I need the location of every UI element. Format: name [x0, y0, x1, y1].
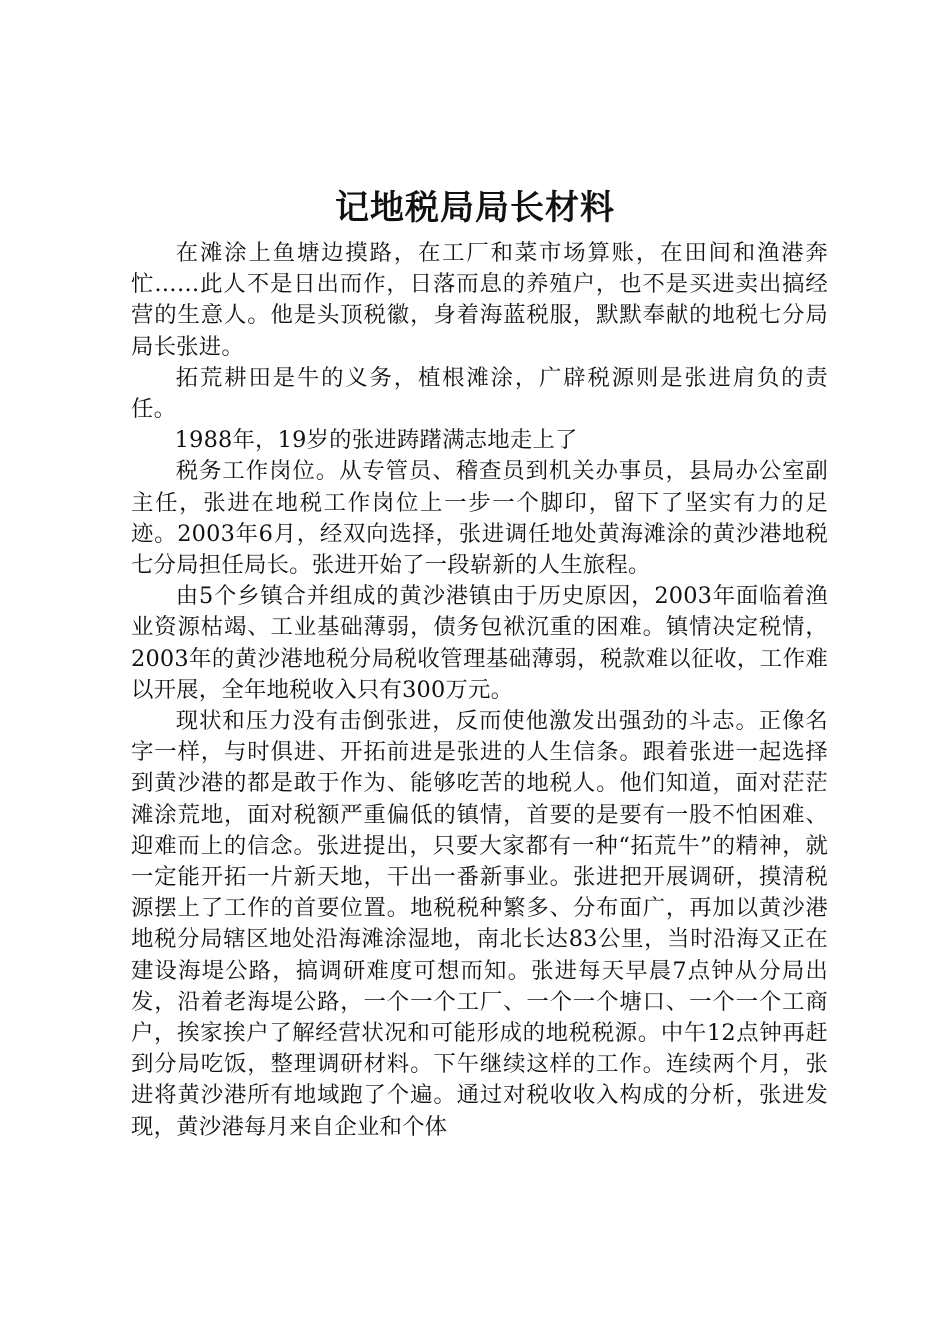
paragraph-4: 税务工作岗位。从专管员、稽查员到机关办事员，县局办公室副主任，张进在地税工作岗位上一步一个脚印，留下了坚实有力的足迹。2003年6月，经双向选择，张进调任地处黄海滩涂的黄沙港地税七分局担任局长。张进开始了一段崭新的人生旅程。 — [131, 458, 828, 579]
paragraph-6: 现状和压力没有击倒张进，反而使他激发出强劲的斗志。正像名字一样，与时俱进、开拓前进是张进的人生信条。跟着张进一起选择到黄沙港的都是敢于作为、能够吃苦的地税人。他们知道，面对茫茫滩涂荒地，面对税额严重偏低的镇情，首要的是要有一股不怕困难、迎难而上的信念。张进提出，只要大家都有一种“拓荒牛”的精神，就一定能开拓一片新天地，干出一番新事业。张进把开展调研，摸清税源摆上了工作的首要位置。地税税种繁多、分布面广，再加以黄沙港地税分局辖区地处沿海滩涂湿地，南北长达83公里，当时沿海又正在建设海堤公路，搞调研难度可想而知。张进每天早晨7点钟从分局出发，沿着老海堤公路，一个一个工厂、一个一个塘口、一个一个工商户，挨家挨户了解经营状况和可能形成的地税税源。中午12点钟再赶到分局吃饭，整理调研材料。下午继续这样的工作。连续两个月，张进将黄沙港所有地域跑了个遍。通过对税收收入构成的分析，张进发现，黄沙港每月来自企业和个体 — [131, 708, 828, 1140]
paragraph-2: 拓荒耕田是牛的义务，植根滩涂，广辟税源则是张进肩负的责任。 — [131, 364, 828, 423]
paragraph-1: 在滩涂上鱼塘边摸路，在工厂和菜市场算账，在田间和渔港奔忙……此人不是日出而作，日落而息的养殖户，也不是买进卖出搞经营的生意人。他是头顶税徽，身着海蓝税服，默默奉献的地税七分局局长张进。 — [131, 240, 828, 360]
paragraph-5: 由5个乡镇合并组成的黄沙港镇由于历史原因，2003年面临着渔业资源枯竭、工业基础薄弱，债务包袱沉重的困难。镇情决定税情，2003年的黄沙港地税分局税收管理基础薄弱，税款难以征收，工作难以开展，全年地税收入只有300万元。 — [131, 583, 828, 703]
paragraph-3: 1988年，19岁的张进踌躇满志地走上了 — [174, 427, 578, 454]
document-body — [131, 238, 828, 1143]
document-title: 记地税局局长材料 — [335, 188, 615, 228]
